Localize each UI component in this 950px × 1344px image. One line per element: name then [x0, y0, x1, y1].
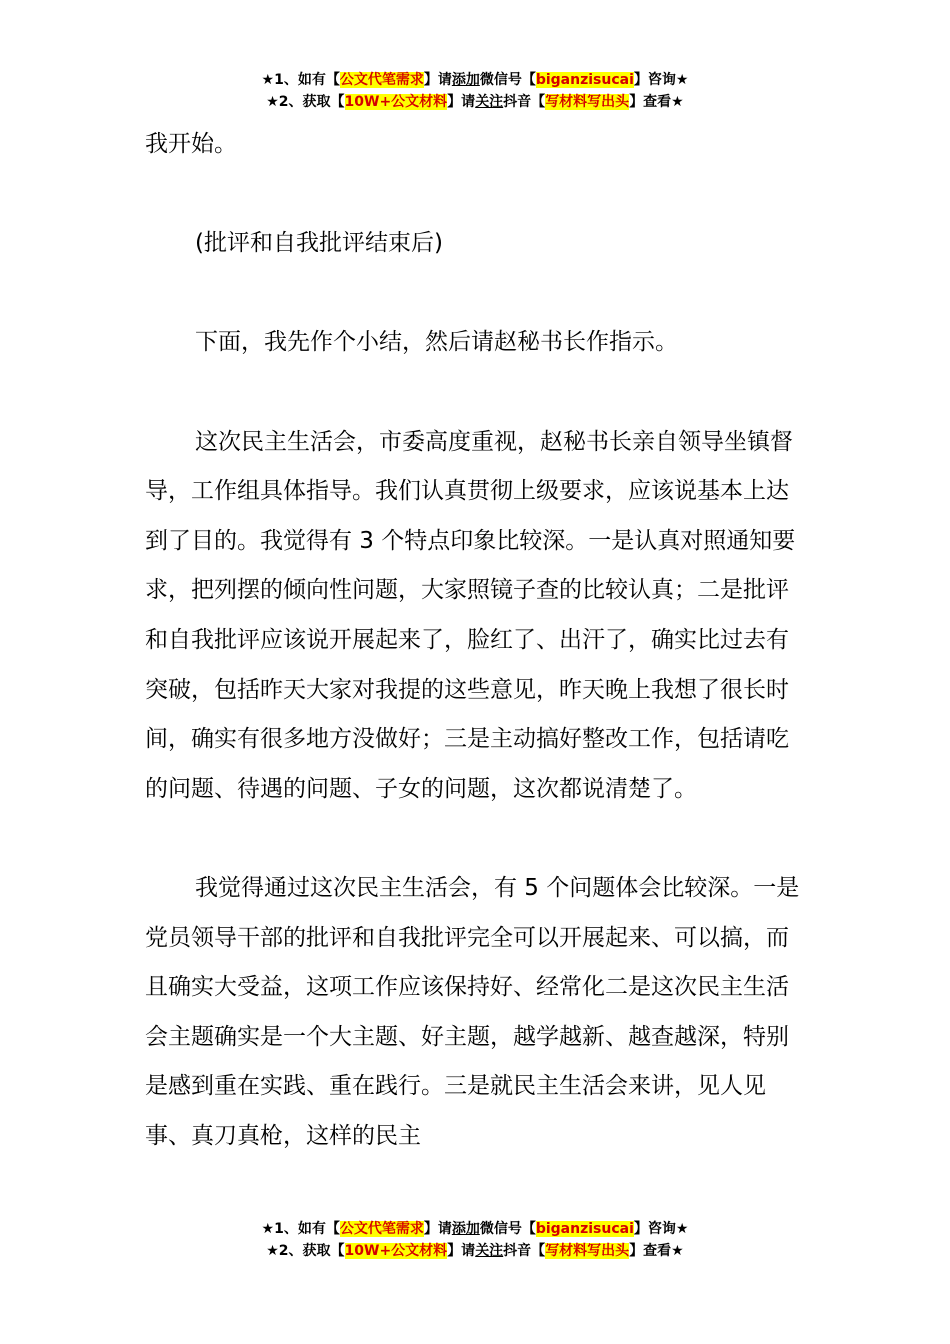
footer-line-2: ★2、获取【10W+公文材料】请关注抖音【写材料写出头】查看★ — [266, 1243, 684, 1259]
footer-line-1: ★1、如有【公文代笔需求】请添加微信号【biganzisucai】咨询★ — [261, 1221, 689, 1237]
paragraph-3: 下面，我先作个小结，然后请赵秘书长作指示。 — [195, 329, 678, 356]
paragraph-4: 这次民主生活会，市委高度重视，赵秘书长亲自领导坐镇督导，工作组具体指导。我们认真贯彻上级要求，应该说基本上达到了目的。我觉得有 3 个特点印象比较深。一是认真对照通知要求，把列摆的倾向性问题，大家照镜子查的比较认真；二是批评和自我批评应该说开展起来了，脸红了、出汗了，确实比过去有突破，包括昨天大家对我提的这些意见，昨天晚上我想了很长时间，确实有很多地方没做好；三是主动搞好整改工作，包括请吃的问题、待遇的问题、子女的问题，这次都说清楚了。 — [145, 428, 796, 802]
header-line-1: ★1、如有【公文代笔需求】请添加微信号【biganzisucai】咨询★ — [261, 72, 689, 88]
document-body — [145, 120, 810, 1161]
header-highlight-wechat: biganzisucai — [535, 72, 634, 88]
header-highlight-service: 公文代笔需求 — [339, 72, 424, 88]
paragraph-5: 我觉得通过这次民主生活会，有 5 个问题体会比较深。一是党员领导干部的批评和自我批评完全可以开展起来、可以搞，而且确实大受益，这项工作应该保持好、经常化二是这次民主生活会主题确实是一个大主题、好主题，越学越新、越查越深，特别是感到重在实践、重在践行。三是就民主生活会来讲，见人见事、真刀真枪，这样的民主 — [145, 874, 800, 1149]
paragraph-2: (批评和自我批评结束后) — [195, 230, 443, 257]
footer-highlight-materials: 10W+公文材料 — [344, 1243, 448, 1259]
footer-highlight-service: 公文代笔需求 — [339, 1221, 424, 1237]
header-banner — [0, 69, 950, 113]
footer-banner — [0, 1218, 950, 1262]
header-highlight-materials: 10W+公文材料 — [344, 94, 448, 110]
header-line-2: ★2、获取【10W+公文材料】请关注抖音【写材料写出头】查看★ — [266, 94, 684, 110]
paragraph-1: 我开始。 — [145, 131, 237, 157]
header-highlight-douyin: 写材料写出头 — [545, 94, 630, 110]
footer-highlight-wechat: biganzisucai — [535, 1221, 634, 1237]
footer-highlight-douyin: 写材料写出头 — [545, 1243, 630, 1259]
